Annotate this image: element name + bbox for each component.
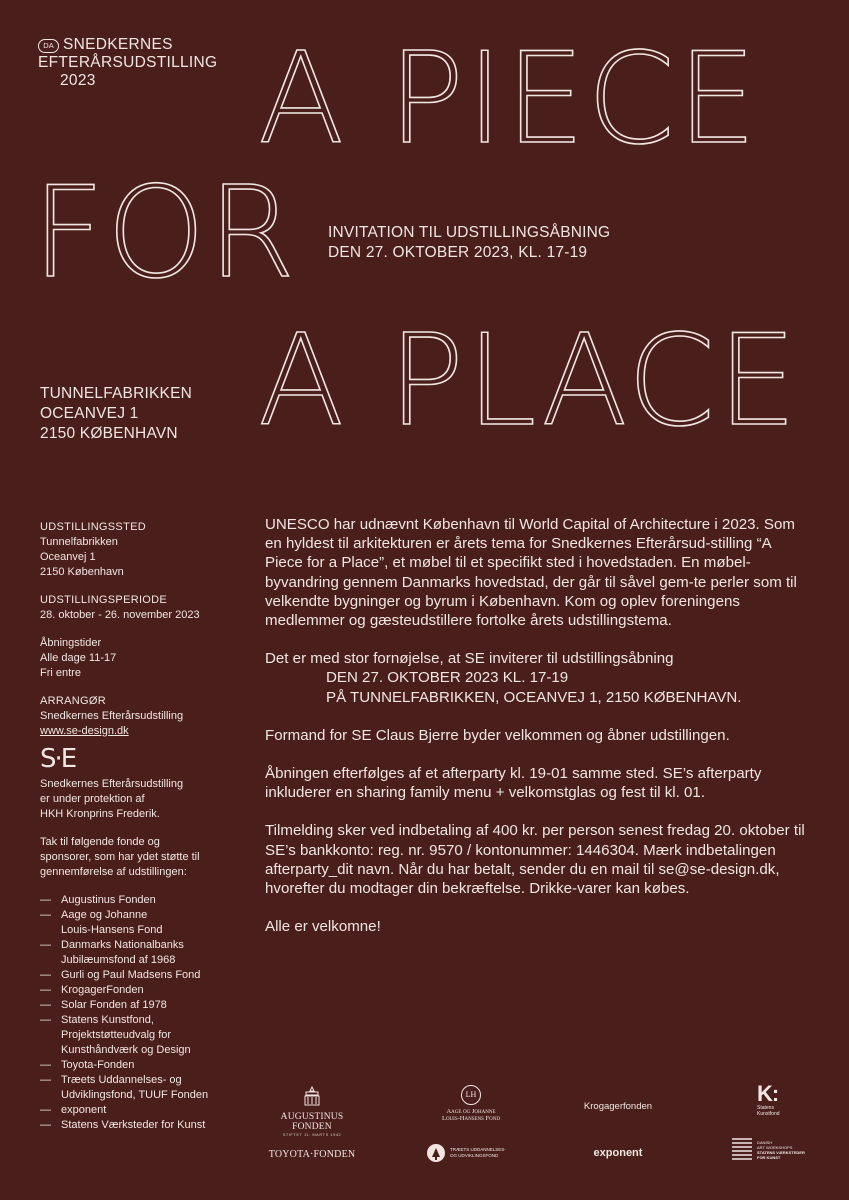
patronage-line: er under protektion af bbox=[40, 793, 145, 805]
workshop-lines-icon bbox=[731, 1136, 753, 1162]
sponsor-name: Solar Fonden af 1978 bbox=[61, 999, 167, 1011]
exhibition-period bbox=[40, 593, 240, 623]
body-paragraph-6: Alle er velkomne! bbox=[265, 918, 381, 936]
invitation-line-1: INVITATION TIL UDSTILLINGSÅBNING bbox=[328, 224, 611, 241]
thanks-line: gennemførelse af udstillingen: bbox=[40, 866, 187, 878]
tuuf-line-2: OG UDVIKLINGSFOND bbox=[450, 1153, 499, 1158]
sponsor-item bbox=[40, 908, 240, 938]
sponsor-name: exponent bbox=[61, 1104, 107, 1116]
thanks-line: sponsorer, som har ydet støtte til bbox=[40, 851, 200, 863]
place-line: Tunnelfabrikken bbox=[40, 536, 118, 548]
list-dash: — bbox=[40, 1074, 51, 1086]
list-dash: — bbox=[40, 1119, 51, 1131]
svk-logo bbox=[731, 1136, 821, 1162]
invitation-line-2: DEN 27. OKTOBER 2023, KL. 17-19 bbox=[328, 244, 588, 261]
sponsor-item bbox=[40, 938, 240, 968]
body-paragraph-4: Åbningen efterfølges af et afterparty kl. 19-01 samme sted. SE’s afterparty inkluderer en sharing family menu + velkomstglas og fest til kl. 01. bbox=[265, 765, 762, 802]
sponsor-name: Louis-Hansens Fond bbox=[61, 924, 163, 936]
sponsor-item bbox=[40, 1073, 240, 1103]
sponsor-name: Danmarks Nationalbanks bbox=[61, 939, 184, 951]
venue-line-2: OCEANVEJ 1 bbox=[40, 405, 139, 422]
invitation-body bbox=[265, 515, 810, 955]
body-paragraph-2 bbox=[265, 649, 810, 707]
title-line-1: A PIECE bbox=[258, 25, 759, 172]
se-logo: S·E bbox=[40, 744, 76, 774]
list-dash: — bbox=[40, 894, 51, 906]
sponsor-item bbox=[40, 1118, 240, 1133]
louis-hansen-line-2: Louis-Hansens Fond bbox=[441, 1115, 501, 1122]
sponsor-item bbox=[40, 983, 240, 998]
list-dash: — bbox=[40, 1104, 51, 1116]
list-dash: — bbox=[40, 1059, 51, 1071]
sponsor-name: Kunsthåndværk og Design bbox=[61, 1044, 191, 1056]
venue-line-1: TUNNELFABRIKKEN bbox=[40, 385, 193, 402]
venue-address bbox=[40, 384, 192, 444]
sponsor-name: Statens Værksteder for Kunst bbox=[61, 1119, 206, 1131]
organizer-block bbox=[40, 694, 240, 739]
sponsor-item bbox=[40, 893, 240, 908]
list-dash: — bbox=[40, 939, 51, 951]
toyota-logo: TOYOTA·FONDEN bbox=[268, 1149, 356, 1160]
thanks-note bbox=[40, 835, 240, 880]
tuuf-logo bbox=[426, 1143, 536, 1163]
sponsor-item bbox=[40, 1103, 240, 1118]
sponsor-name: Augustinus Fonden bbox=[61, 894, 156, 906]
hours-value: Alle dage 11-17 bbox=[40, 652, 117, 664]
body-paragraph-1: UNESCO har udnævnt København til World Capital of Architecture i 2023. Som en hyldest til arkitekturen er årets tema for Snedkernes Efterårsud-stilling “A Piece for a Place”, et møbel til et specifikt sted i hovedstaden. En møbel-byvandring gennem Danmarks hovedstad, der går til såvel gem-te perler som til velkendte bygninger og byrum i København. Kom og oplev foreningens medlemmer og gæsteudstillere fortolke årets udstillingstema. bbox=[265, 516, 797, 630]
da-badge: DA bbox=[38, 39, 59, 53]
augustinus-logo bbox=[262, 1085, 362, 1137]
exhibition-place bbox=[40, 520, 240, 580]
p2-date: DEN 27. OKTOBER 2023 KL. 17-19 bbox=[326, 669, 569, 687]
louis-hansen-line-1: Aage og Johanne bbox=[446, 1108, 496, 1115]
body-paragraph-3: Formand for SE Claus Bjerre byder velkommen og åbner udstillingen. bbox=[265, 726, 730, 744]
list-dash: — bbox=[40, 999, 51, 1011]
place-line: 2150 København bbox=[40, 566, 124, 578]
title-line-2: FOR bbox=[32, 159, 298, 306]
organizer-name: Snedkernes Efterårsudstilling bbox=[40, 710, 184, 722]
augustinus-sub: STIFTET 11. MARTS 1942 bbox=[282, 1132, 342, 1137]
augustinus-name: AUGUSTINUS FONDEN bbox=[280, 1112, 344, 1132]
louis-hansen-logo bbox=[421, 1085, 521, 1122]
period-value: 28. oktober - 26. november 2023 bbox=[40, 609, 200, 621]
thanks-line: Tak til følgende fonde og bbox=[40, 836, 160, 848]
svk-line-3: STATENS VÆRKSTEDER bbox=[757, 1150, 805, 1155]
crest-icon bbox=[297, 1085, 327, 1107]
sponsor-name: KrogagerFonden bbox=[61, 984, 144, 996]
p2-place: PÅ TUNNELFABRIKKEN, OCEANVEJ 1, 2150 KØBENHAVN. bbox=[326, 688, 742, 706]
place-title: UDSTILLINGSSTED bbox=[40, 521, 146, 533]
website-link[interactable]: www.se-design.dk bbox=[40, 725, 129, 737]
kunstfond-logo bbox=[757, 1083, 780, 1117]
svk-line-2: ART WORKSHOPS bbox=[757, 1145, 793, 1150]
p2-intro: Det er med stor fornøjelse, at SE inviterer til udstillingsåbning bbox=[265, 650, 674, 668]
list-dash: — bbox=[40, 984, 51, 996]
period-title: UDSTILLINGSPERIODE bbox=[40, 594, 168, 606]
patronage-line: Snedkernes Efterårsudstilling bbox=[40, 778, 184, 790]
header-line-1: SNEDKERNES bbox=[63, 36, 173, 53]
exponent-logo: exponent bbox=[593, 1147, 643, 1159]
hours-title: Åbningstider bbox=[40, 637, 102, 649]
sponsor-name: Toyota-Fonden bbox=[61, 1059, 135, 1071]
organizer-header bbox=[38, 36, 217, 90]
sponsor-name: Aage og Johanne bbox=[61, 909, 148, 921]
svk-line-4: FOR KUNST bbox=[757, 1155, 781, 1160]
list-dash: — bbox=[40, 909, 51, 921]
sponsor-list bbox=[40, 893, 240, 1133]
sidebar-info bbox=[40, 520, 240, 1133]
patronage-note bbox=[40, 777, 240, 822]
sponsor-name: Jubilæumsfond af 1968 bbox=[61, 954, 176, 966]
sponsor-item bbox=[40, 1058, 240, 1073]
tree-circle-icon bbox=[426, 1143, 446, 1163]
place-line: Oceanvej 1 bbox=[40, 551, 96, 563]
sponsor-name: Træets Uddannelses- og bbox=[61, 1074, 182, 1086]
header-line-2: EFTERÅRSUDSTILLING bbox=[38, 54, 218, 71]
k-mark-icon: K: bbox=[757, 1081, 779, 1106]
sponsor-name: Statens Kunstfond, bbox=[61, 1014, 154, 1026]
body-paragraph-5: Tilmelding sker ved indbetaling af 400 kr. per person senest fredag 20. oktober til SE’s bankkonto: reg. nr. 9570 / kontonummer: 1446304. Mærk indbetalingen afterparty_dit navn. Når du har betalt, sender du en mail til se@se-design.dk, hvorefter du modtager din bekræftelse. Drikke-varer kan købes. bbox=[265, 822, 805, 898]
kunstfond-line-2: Kunstfond bbox=[757, 1111, 780, 1117]
lh-mark-icon: LH bbox=[461, 1085, 481, 1105]
entry-value: Fri entre bbox=[40, 667, 81, 679]
sponsor-item bbox=[40, 1013, 240, 1058]
sponsor-item bbox=[40, 998, 240, 1013]
header-year: 2023 bbox=[60, 72, 96, 89]
svk-line-1: DANISH bbox=[757, 1140, 773, 1145]
list-dash: — bbox=[40, 969, 51, 981]
organizer-title: ARRANGØR bbox=[40, 695, 106, 707]
list-dash: — bbox=[40, 1014, 51, 1026]
kunstfond-line-1: Statens bbox=[757, 1105, 774, 1111]
venue-line-3: 2150 KØBENHAVN bbox=[40, 425, 178, 442]
sponsor-name: Projektstøtteudvalg for bbox=[61, 1029, 172, 1041]
invitation-heading bbox=[328, 223, 610, 263]
krogager-logo: Krogagerfonden bbox=[583, 1101, 653, 1112]
sponsor-name: Udviklingsfond, TUUF Fonden bbox=[61, 1089, 209, 1101]
patronage-line: HKH Kronprins Frederik. bbox=[40, 808, 160, 820]
title-line-3: A PLACE bbox=[258, 307, 799, 454]
sponsor-name: Gurli og Paul Madsens Fond bbox=[61, 969, 201, 981]
sponsor-item bbox=[40, 968, 240, 983]
opening-hours bbox=[40, 636, 240, 681]
tuuf-line-1: TRÆETS UDDANNELSES- bbox=[450, 1147, 506, 1152]
